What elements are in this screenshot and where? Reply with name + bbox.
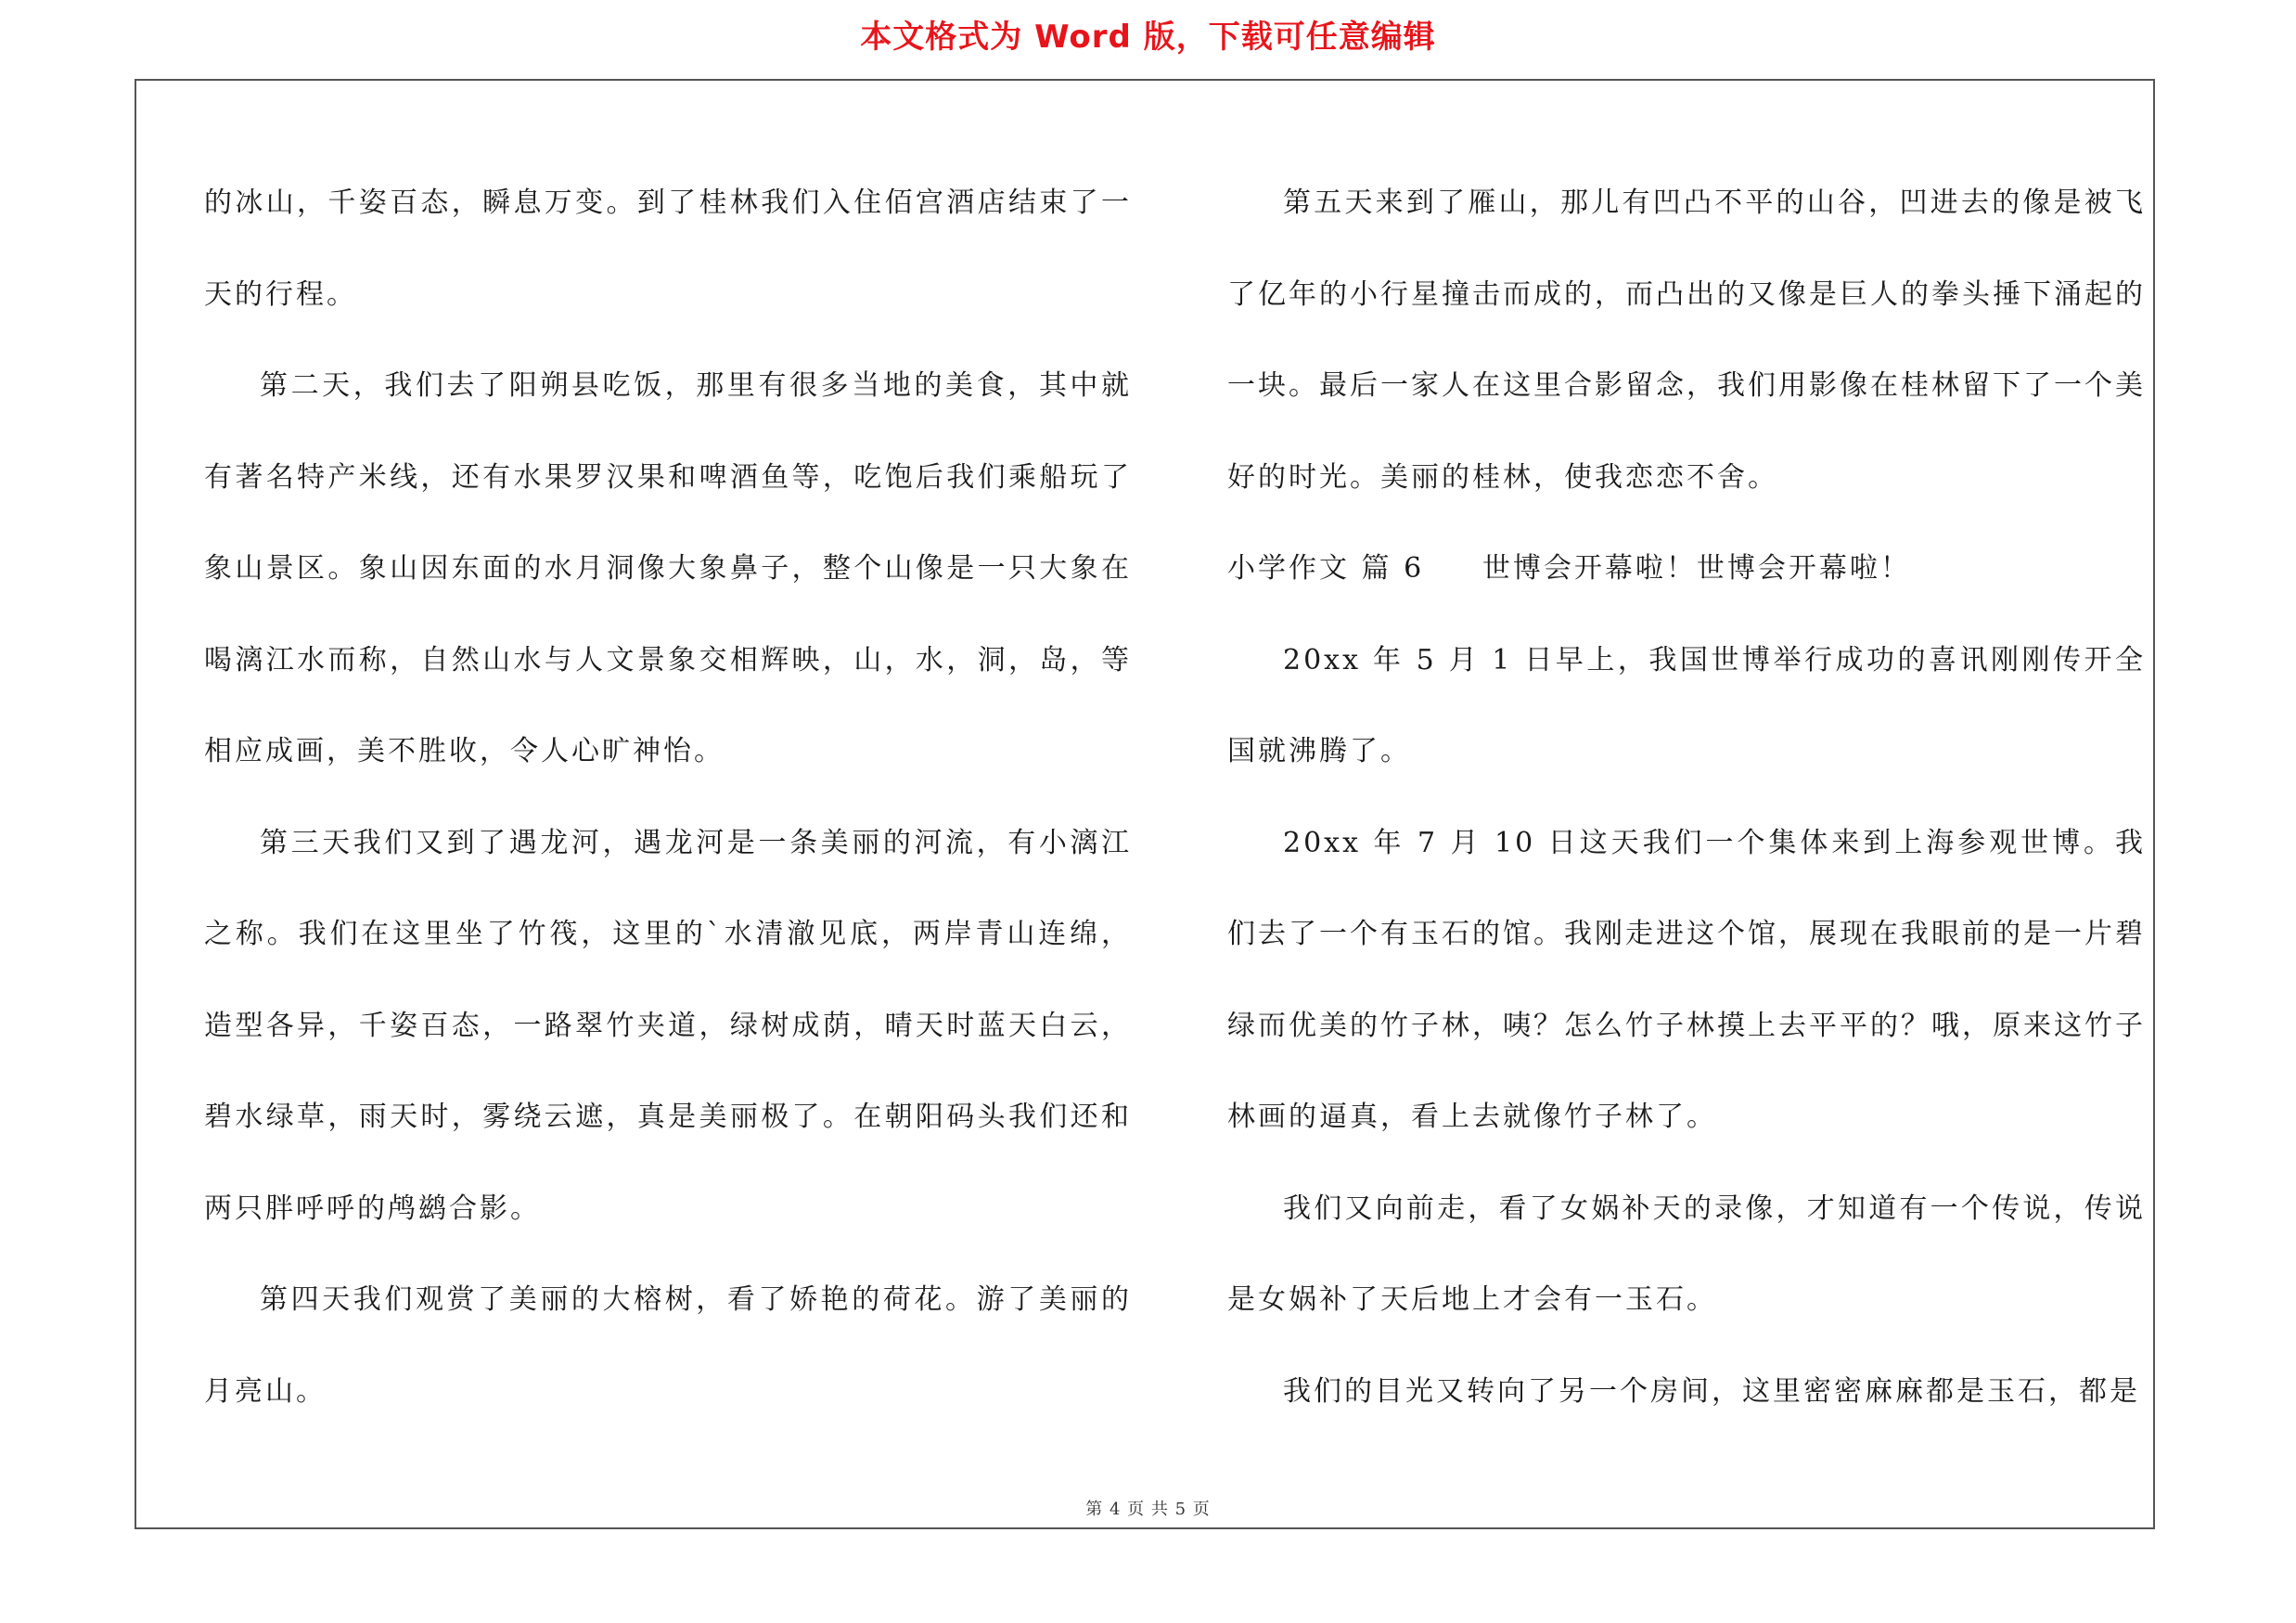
- page-number-footer: 第 4 页 共 5 页: [1085, 1500, 1211, 1519]
- section-heading: 小学作文 篇 6 世博会开幕啦！世博会开幕啦！: [1227, 552, 1911, 585]
- paragraph: 第五天来到了雁山，那儿有凹凸不平的山谷，凹进去的像是被飞了亿年的小行星撞击而成的，而凸出的又像是巨人的拳头捶下涌起的一块。最后一家人在这里合影留念，我们用影像在桂林留下了一个美好的时光。美丽的桂林，使我恋恋不舍。: [1227, 187, 2146, 494]
- left-text-column: [204, 158, 1132, 1437]
- paragraph: 20xx 年 7 月 10 日这天我们一个集体来到上海参观世博。我们去了一个有玉石的馆。我刚走进这个馆，展现在我眼前的是一片碧绿而优美的竹子林，咦？怎么竹子林摸上去平平的？哦，原来这竹子林画的逼真，看上去就像竹子林了。: [1227, 826, 2146, 1133]
- paragraph: 第三天我们又到了遇龙河，遇龙河是一条美丽的河流，有小漓江之称。我们在这里坐了竹筏，这里的`水清澈见底，两岸青山连绵，造型各异，千姿百态，一路翠竹夹道，绿树成荫，晴天时蓝天白云，碧水绿草，雨天时，雾绕云遮，真是美丽极了。在朝阳码头我们还和两只胖呼呼的鸬鹚合影。: [204, 826, 1132, 1225]
- format-notice-banner: 本文格式为 Word 版，下载可任意编辑: [860, 19, 1436, 56]
- paragraph: 20xx 年 5 月 1 日早上，我国世博举行成功的喜讯刚刚传开全国就沸腾了。: [1227, 643, 2146, 767]
- paragraph: 的冰山，千姿百态，瞬息万变。到了桂林我们入住佰宫酒店结束了一天的行程。: [204, 187, 1132, 311]
- paragraph: 第二天，我们去了阳朔县吃饭，那里有很多当地的美食，其中就有著名特产米线，还有水果罗汉果和啤酒鱼等，吃饱后我们乘船玩了象山景区。象山因东面的水月洞像大象鼻子，整个山像是一只大象在喝漓江水而称，自然山水与人文景象交相辉映，山，水，洞，岛，等相应成画，美不胜收，令人心旷神怡。: [204, 369, 1132, 767]
- paragraph: 我们又向前走，看了女娲补天的录像，才知道有一个传说，传说是女娲补了天后地上才会有一玉石。: [1227, 1191, 2146, 1316]
- paragraph: 我们的目光又转向了另一个房间，这里密密麻麻都是玉石，都是: [1283, 1374, 2140, 1408]
- right-text-column: [1227, 158, 2146, 1437]
- paragraph: 第四天我们观赏了美丽的大榕树，看了娇艳的荷花。游了美丽的月亮山。: [204, 1283, 1132, 1408]
